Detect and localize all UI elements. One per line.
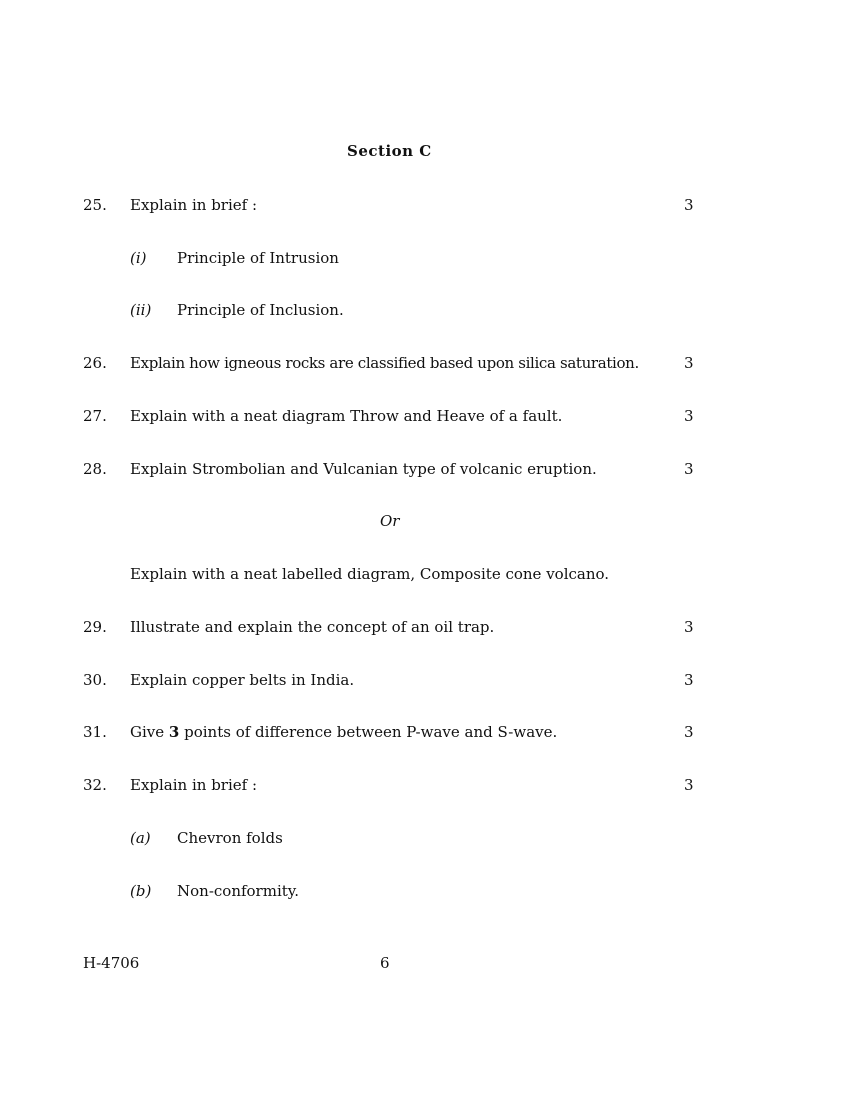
question-marks: 3 xyxy=(684,723,694,741)
subpart-text: Chevron folds xyxy=(177,829,283,847)
section-title: Section C xyxy=(347,142,432,160)
subpart-label: (a) xyxy=(130,829,151,847)
question-marks: 3 xyxy=(684,196,694,214)
question-number: 25. xyxy=(83,196,107,214)
question-text-bold-count: 3 xyxy=(168,723,180,741)
question-text: Explain in brief : xyxy=(130,776,258,794)
question-marks: 3 xyxy=(684,671,694,689)
subpart-label: (b) xyxy=(130,882,152,900)
question-number: 29. xyxy=(83,618,107,636)
question-marks: 3 xyxy=(684,407,694,425)
alternative-question-text: Explain with a neat labelled diagram, Composite cone volcano. xyxy=(130,565,610,583)
question-text: Illustrate and explain the concept of an oil trap. xyxy=(130,618,495,636)
question-text-end: points of difference between P-wave and S-wave. xyxy=(179,723,558,741)
question-marks: 3 xyxy=(684,776,694,794)
question-text: Explain how igneous rocks are classified based upon silica saturation. xyxy=(130,354,639,372)
subpart-text: Principle of Intrusion xyxy=(177,249,339,267)
question-marks: 3 xyxy=(684,618,694,636)
question-marks: 3 xyxy=(684,354,694,372)
subpart-label: (i) xyxy=(130,249,147,267)
or-separator: Or xyxy=(380,512,400,530)
question-text: Explain Strombolian and Vulcanian type of volcanic eruption. xyxy=(130,460,597,478)
question-text xyxy=(130,722,557,742)
question-text: Explain in brief : xyxy=(130,196,258,214)
question-number: 27. xyxy=(83,407,107,425)
paper-code: H-4706 xyxy=(83,954,140,972)
question-marks: 3 xyxy=(684,460,694,478)
question-text: Explain copper belts in India. xyxy=(130,671,355,689)
subpart-text: Principle of Inclusion. xyxy=(177,301,344,319)
subpart-text: Non-conformity. xyxy=(177,882,300,900)
question-number: 28. xyxy=(83,460,107,478)
page-number: 6 xyxy=(380,954,390,972)
question-number: 32. xyxy=(83,776,107,794)
question-number: 31. xyxy=(83,723,107,741)
question-text-start: Give xyxy=(130,723,169,741)
question-text: Explain with a neat diagram Throw and Heave of a fault. xyxy=(130,407,563,425)
question-number: 26. xyxy=(83,354,107,372)
subpart-label: (ii) xyxy=(130,301,152,319)
question-number: 30. xyxy=(83,671,107,689)
